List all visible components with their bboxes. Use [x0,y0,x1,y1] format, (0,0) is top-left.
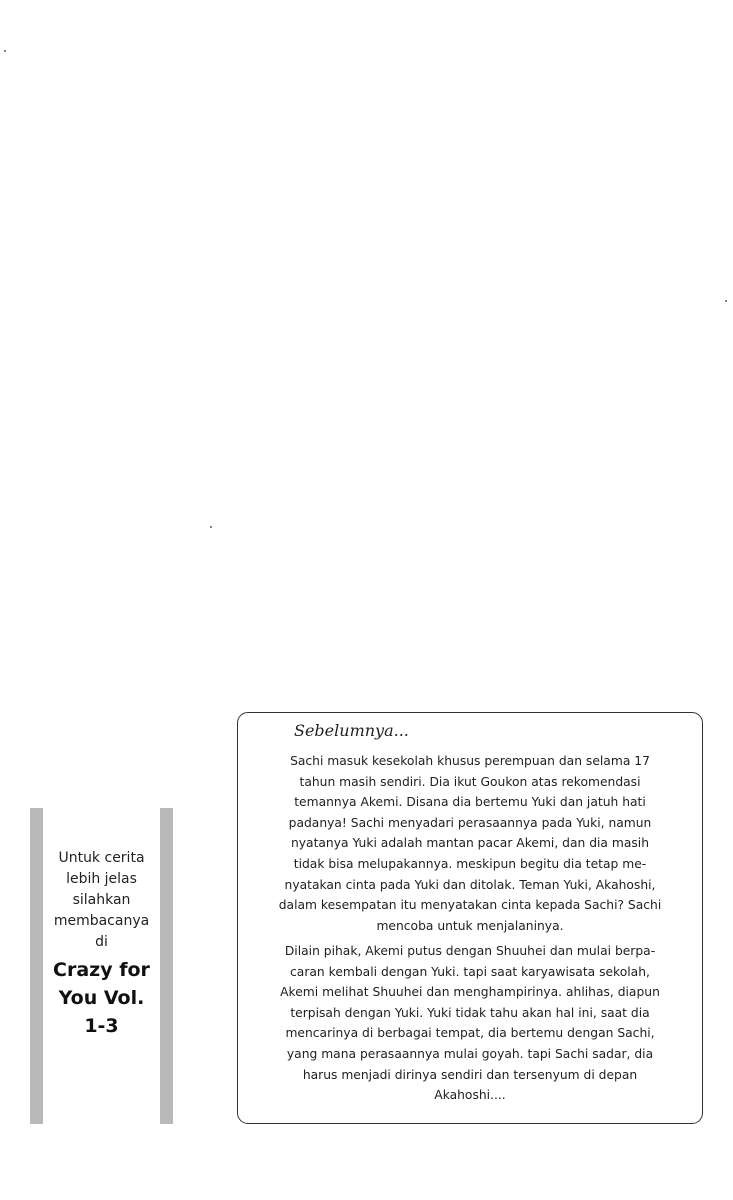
summary-line: tahun masih sendiri. Dia ikut Goukon atas rekomendasi [299,774,641,789]
summary-line: dalam kesempatan itu menyatakan cinta kepada Sachi? Sachi [278,898,662,913]
side-note-title-line: Crazy for [53,959,150,981]
side-note-title-line: You Vol. [58,987,145,1009]
summary-line: temannya Akemi. Disana dia bertemu Yuki dan jatuh hati [294,795,646,810]
summary-line: yang mana perasaannya mulai goyah. tapi Sachi sadar, dia [286,1046,654,1061]
side-note [44,848,159,1040]
side-note-line: di [95,934,108,950]
summary-line: nyatanya Yuki adalah mantan pacar Akemi, dan dia masih [290,836,650,851]
paper-speck [210,526,212,528]
summary-line: terpisah dengan Yuki. Yuki tidak tahu akan hal ini, saat dia [290,1005,650,1020]
paper-speck [4,50,6,52]
summary-box [237,712,703,1124]
summary-line: mencarinya di berbagai tempat, dia bertemu dengan Sachi, [285,1026,655,1041]
paper-speck [725,300,727,302]
summary-line: harus menjadi dirinya sendiri dan tersenyum di depan [302,1067,638,1082]
side-note-bar-left [30,808,43,1124]
summary-line: padanya! Sachi menyadari perasaannya pada Yuki, namun [288,815,652,830]
summary-heading: Sebelumnya... [294,721,409,740]
side-note-line: silahkan [72,892,131,908]
summary-line: nyatakan cinta pada Yuki dan ditolak. Teman Yuki, Akahoshi, [284,877,656,892]
summary-line: Akahoshi.... [434,1088,506,1103]
side-note-line: membacanya [53,913,150,929]
side-note-title [44,956,159,1040]
side-note-line: Untuk cerita [58,850,145,866]
summary-line: Dilain pihak, Akemi putus dengan Shuuhei dan mulai berpa- [284,944,656,958]
summary-paragraph-1 [260,751,680,936]
side-note-title-line: 1-3 [84,1015,119,1037]
side-note-line: lebih jelas [66,871,137,887]
summary-line: Akemi melihat Shuuhei dan menghampirinya. ahlihas, diapun [280,985,660,1000]
summary-line: mencoba untuk menjalaninya. [376,918,564,933]
summary-line: caran kembali dengan Yuki. tapi saat karyawisata sekolah, [290,964,650,979]
summary-line: tidak bisa melupakannya. meskipun begitu dia tetap me- [293,856,647,871]
summary-line: Sachi masuk kesekolah khusus perempuan dan selama 17 [290,754,650,768]
summary-paragraph-2 [260,941,680,1106]
side-note-bar-right [160,808,173,1124]
